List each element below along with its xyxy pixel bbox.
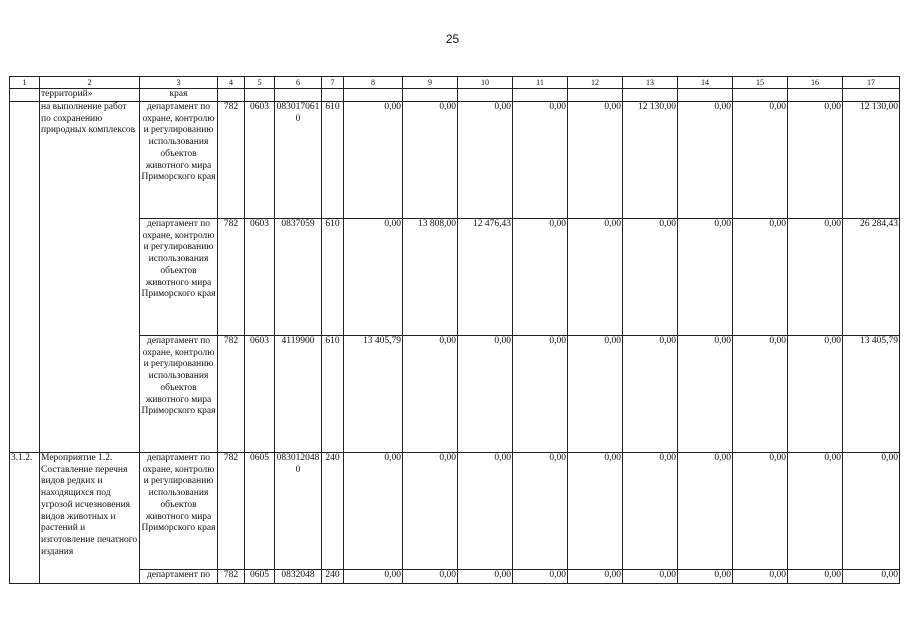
column-number: 12: [568, 77, 623, 89]
budget-table: [9, 76, 900, 584]
amount-cell: 0,00: [403, 570, 458, 584]
executor: департамент по охране, контролю и регулированию использования объектов животного мира Приморского края: [140, 453, 218, 570]
table-row: [10, 570, 900, 584]
amount-cell: 0,00: [733, 453, 788, 570]
amount-cell: 0,00: [344, 219, 403, 336]
measure-description: на выполнение работ по сохранению природных комплексов: [40, 102, 140, 453]
amount-cell: 0,00: [458, 102, 513, 219]
measure-code: 3.1.2.: [10, 453, 40, 584]
amount-cell: 0,00: [788, 219, 843, 336]
amount-cell: 0,00: [788, 570, 843, 584]
amount-cell: 0,00: [513, 570, 568, 584]
amount-cell: 0,00: [678, 453, 733, 570]
amount-cell: 0,00: [568, 336, 623, 453]
amount-cell: 0,00: [733, 102, 788, 219]
column-number: 4: [218, 77, 245, 89]
executor: департамент по охране, контролю и регулированию использования объектов животного мира Приморского края: [140, 336, 218, 453]
amount-cell: 0,00: [568, 219, 623, 336]
grbs-code: 782: [218, 336, 245, 453]
amount-cell: 0,00: [403, 336, 458, 453]
amount-cell: 0,00: [623, 336, 678, 453]
amount-cell: 0,00: [568, 453, 623, 570]
amount-cell: 12 476,43: [458, 219, 513, 336]
column-number-row: [10, 77, 900, 89]
section-code: 0603: [245, 102, 275, 219]
table-row: [10, 102, 900, 219]
expense-type-code: 610: [322, 336, 344, 453]
column-number: 6: [275, 77, 322, 89]
amount-cell: 0,00: [678, 336, 733, 453]
amount-cell: 0,00: [788, 336, 843, 453]
total-cell: 12 130,00: [843, 102, 900, 219]
table-row: [10, 219, 900, 336]
amount-cell: 0,00: [678, 570, 733, 584]
table-row: [10, 336, 900, 453]
section-code: 0603: [245, 219, 275, 336]
column-number: 8: [344, 77, 403, 89]
amount-cell: 0,00: [344, 453, 403, 570]
grbs-code: 782: [218, 219, 245, 336]
amount-cell: 0,00: [788, 453, 843, 570]
target-article-code: 0837059: [275, 219, 322, 336]
column-number: 9: [403, 77, 458, 89]
expense-type-code: 610: [322, 102, 344, 219]
grbs-code: 782: [218, 453, 245, 570]
amount-cell: 0,00: [513, 102, 568, 219]
measure-name-continued: территорий»: [40, 89, 140, 102]
amount-cell: 0,00: [403, 102, 458, 219]
amount-cell: 0,00: [344, 570, 403, 584]
measure-description: Мероприятие 1.2. Составление перечня видов редких и находящихся под угрозой исчезновения видов животных и растений и изготовление печатного издания: [40, 453, 140, 584]
column-number: 14: [678, 77, 733, 89]
amount-cell: 0,00: [458, 570, 513, 584]
amount-cell: 0,00: [623, 453, 678, 570]
section-code: 0603: [245, 336, 275, 453]
column-number: 5: [245, 77, 275, 89]
amount-cell: 0,00: [513, 219, 568, 336]
table-row: [10, 453, 900, 570]
total-cell: 0,00: [843, 570, 900, 584]
column-number: 11: [513, 77, 568, 89]
section-code: 0605: [245, 570, 275, 584]
amount-cell: 13 808,00: [403, 219, 458, 336]
amount-cell: 0,00: [513, 336, 568, 453]
executor-continued: края: [140, 89, 218, 102]
amount-cell: 0,00: [458, 453, 513, 570]
total-cell: 26 284,43: [843, 219, 900, 336]
column-number: 10: [458, 77, 513, 89]
column-number: 2: [40, 77, 140, 89]
expense-type-code: 610: [322, 219, 344, 336]
amount-cell: 0,00: [678, 219, 733, 336]
target-article-code: 0830120480: [275, 453, 322, 570]
expense-type-code: 240: [322, 453, 344, 570]
amount-cell: 0,00: [623, 219, 678, 336]
amount-cell: 0,00: [733, 219, 788, 336]
amount-cell: 0,00: [403, 453, 458, 570]
amount-cell: 0,00: [568, 570, 623, 584]
amount-cell: 0,00: [344, 102, 403, 219]
continuation-row: [10, 89, 900, 102]
executor: департамент по охране, контролю и регулированию использования объектов животного мира Приморского края: [140, 102, 218, 219]
amount-cell: 0,00: [513, 453, 568, 570]
section-code: 0605: [245, 453, 275, 570]
column-number: 16: [788, 77, 843, 89]
total-cell: 0,00: [843, 453, 900, 570]
amount-cell: 0,00: [788, 102, 843, 219]
total-cell: 13 405,79: [843, 336, 900, 453]
expense-type-code: 240: [322, 570, 344, 584]
amount-cell: 0,00: [623, 570, 678, 584]
executor: департамент по: [140, 570, 218, 584]
target-article-code: 4119900: [275, 336, 322, 453]
executor: департамент по охране, контролю и регулированию использования объектов животного мира Приморского края: [140, 219, 218, 336]
column-number: 7: [322, 77, 344, 89]
column-number: 15: [733, 77, 788, 89]
amount-cell: 0,00: [568, 102, 623, 219]
target-article-code: 0832048: [275, 570, 322, 584]
page-number: 25: [445, 32, 460, 46]
grbs-code: 782: [218, 102, 245, 219]
amount-cell: 0,00: [458, 336, 513, 453]
column-number: 13: [623, 77, 678, 89]
column-number: 1: [10, 77, 40, 89]
column-number: 17: [843, 77, 900, 89]
amount-cell: 0,00: [678, 102, 733, 219]
column-number: 3: [140, 77, 218, 89]
amount-cell: 12 130,00: [623, 102, 678, 219]
amount-cell: 0,00: [733, 336, 788, 453]
amount-cell: 13 405,79: [344, 336, 403, 453]
amount-cell: 0,00: [733, 570, 788, 584]
grbs-code: 782: [218, 570, 245, 584]
target-article-code: 0830170610: [275, 102, 322, 219]
